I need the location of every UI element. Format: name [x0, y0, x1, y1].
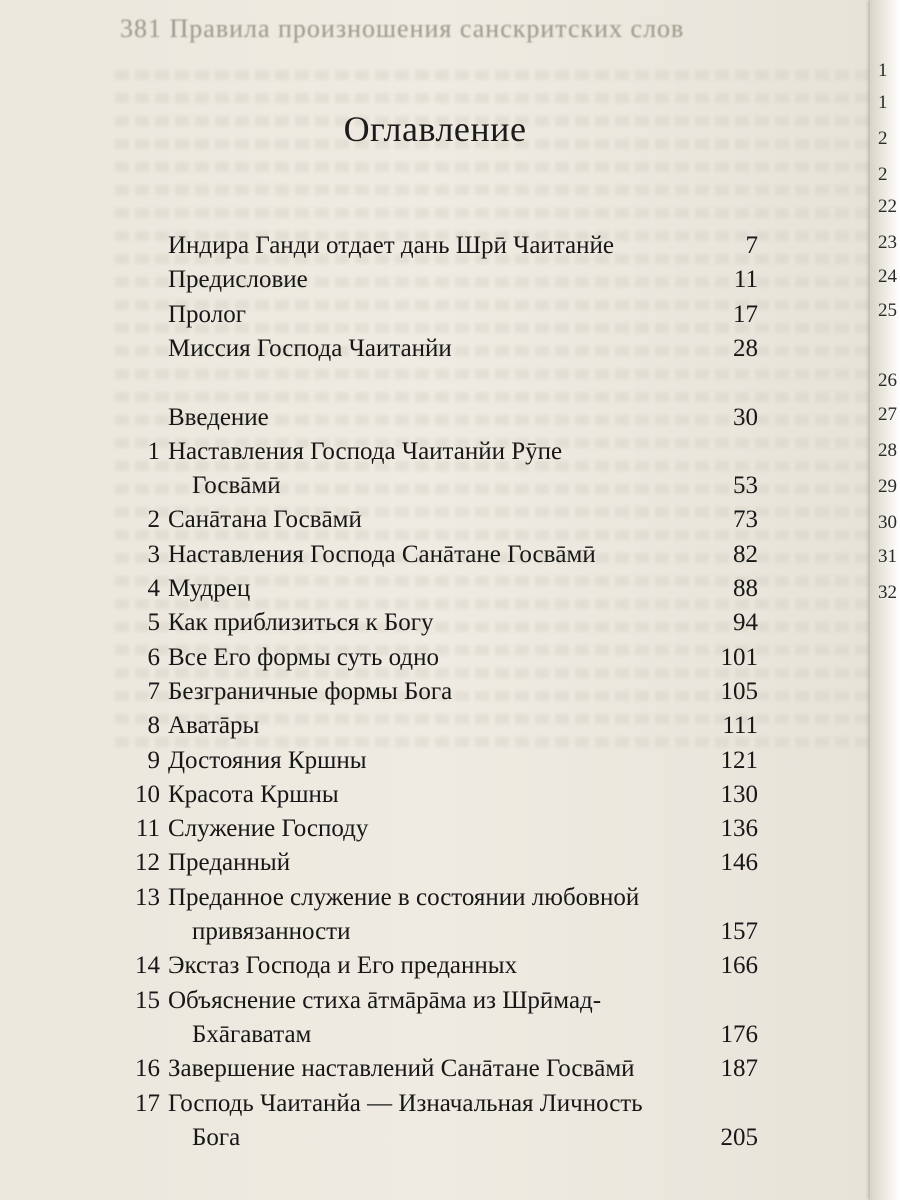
- chapter-title: Наставления Господа Чаитанйи Рӯпе: [168, 437, 563, 465]
- chapter-title: Наставления Господа Санāтане Госвāмӣ: [168, 540, 596, 568]
- page-number: 94: [733, 609, 758, 637]
- toc-entry: [0, 640, 870, 676]
- toc-entry: [0, 777, 870, 813]
- chapter-title: Служение Господу: [168, 815, 369, 843]
- chapter-title: Объяснение стиха āтмāрāма из Шрӣмад-: [168, 986, 602, 1014]
- chapter-number: 17: [135, 1089, 160, 1117]
- toc-entry: [0, 502, 870, 538]
- chapter-title: Как приблизиться к Богу: [168, 609, 434, 637]
- toc-entry: [0, 743, 870, 779]
- toc-entry: [0, 914, 870, 950]
- edge-page-number: 26: [878, 370, 897, 391]
- toc-entry: [0, 331, 870, 367]
- page-number: 105: [720, 677, 758, 705]
- toc-entry: [0, 571, 870, 607]
- edge-page-number: 2: [878, 128, 888, 149]
- page-number: 166: [720, 952, 758, 980]
- page-number: 146: [720, 849, 758, 877]
- page-number: 30: [733, 403, 758, 431]
- chapter-number: 8: [147, 712, 160, 740]
- chapter-title: Госвāмӣ: [192, 472, 281, 500]
- toc-entry: [0, 1120, 870, 1156]
- chapter-title: Достояния Кршны: [168, 746, 367, 774]
- toc-entry: [0, 400, 870, 436]
- toc-entry: [0, 262, 870, 298]
- chapter-title: Бога: [192, 1123, 241, 1151]
- bleed-line: [115, 369, 875, 379]
- chapter-title: Предисловие: [168, 266, 308, 294]
- page-number: 111: [722, 712, 758, 740]
- chapter-title: Преданный: [168, 849, 291, 877]
- bleed-line: [115, 70, 875, 80]
- chapter-title: Безграничные формы Бога: [168, 677, 453, 705]
- chapter-title: Экстаз Господа и Его преданных: [168, 952, 518, 980]
- chapter-number: 15: [135, 986, 160, 1014]
- page-number: 11: [733, 266, 758, 294]
- edge-page-number: 32: [878, 582, 897, 603]
- chapter-title: Введение: [168, 403, 269, 431]
- chapter-title: Завершение наставлений Санāтане Госвāмӣ: [168, 1055, 635, 1083]
- chapter-number: 11: [135, 815, 160, 843]
- chapter-title: Мудрец: [168, 575, 251, 602]
- edge-page-number: 2: [878, 164, 888, 185]
- chapter-number: 1: [147, 437, 160, 465]
- chapter-number: 14: [135, 952, 160, 980]
- toc-entry: [0, 1086, 870, 1122]
- chapter-title: Аватāры: [168, 712, 260, 740]
- bleed-line: [115, 162, 875, 172]
- page-number: 17: [733, 300, 758, 328]
- bleed-through-running-head: 381 Правила произношения санскритских слов: [120, 14, 685, 43]
- toc-entry: [0, 228, 870, 264]
- page-number: 176: [720, 1020, 758, 1048]
- chapter-number: 16: [135, 1055, 160, 1083]
- page-number: 73: [733, 506, 758, 534]
- chapter-title: привязанности: [192, 918, 351, 945]
- chapter-number: 12: [135, 849, 160, 877]
- toc-entry: [0, 468, 870, 504]
- edge-page-number: 24: [878, 266, 897, 287]
- page-number: 28: [733, 334, 758, 362]
- toc-entry: [0, 434, 870, 470]
- toc-entry: [0, 983, 870, 1019]
- chapter-title: Миссия Господа Чаитанйи: [168, 334, 452, 362]
- toc-entry: [0, 1017, 870, 1053]
- edge-page-number: 22: [878, 196, 897, 217]
- chapter-number: 2: [147, 506, 160, 534]
- chapter-number: 13: [135, 883, 160, 911]
- bleed-line: [115, 208, 875, 218]
- page-number: 157: [720, 918, 758, 945]
- page-number: 205: [720, 1123, 758, 1151]
- edge-page-number: 28: [878, 440, 897, 461]
- page-number: 130: [720, 780, 758, 808]
- chapter-number: 10: [135, 780, 160, 808]
- toc-entry: [0, 845, 870, 881]
- chapter-title: Пролог: [168, 300, 246, 328]
- page-number: 88: [733, 575, 758, 602]
- chapter-number: 7: [147, 677, 160, 705]
- page-number: 82: [733, 540, 758, 568]
- edge-page-number: 30: [878, 512, 897, 533]
- chapter-number: 3: [147, 540, 160, 568]
- chapter-number: 9: [147, 746, 160, 774]
- edge-page-number: 31: [878, 546, 897, 567]
- chapter-title: Бхāгаватам: [192, 1020, 312, 1048]
- toc-entry: [0, 1051, 870, 1087]
- edge-page-number: 1: [878, 60, 888, 81]
- toc-entry: [0, 605, 870, 641]
- chapter-title: Господь Чаитанйа — Изначальная Личность: [168, 1089, 643, 1117]
- chapter-title: Красота Кршны: [168, 780, 339, 808]
- chapter-title: Преданное служение в состоянии любовной: [168, 883, 640, 911]
- edge-page-number: 23: [878, 232, 897, 253]
- chapter-title: Индира Ганди отдает дань Шрӣ Чаитанйе: [168, 232, 614, 259]
- edge-page-number: 27: [878, 404, 897, 425]
- page-number: 121: [720, 746, 758, 774]
- page-number: 7: [745, 232, 758, 259]
- toc-entry: [0, 948, 870, 984]
- bleed-line: [115, 185, 875, 195]
- toc-entry: [0, 880, 870, 916]
- chapter-number: 6: [147, 643, 160, 671]
- page-number: 101: [720, 643, 758, 671]
- chapter-number: 5: [147, 609, 160, 637]
- toc-entry: [0, 537, 870, 573]
- chapter-number: 4: [147, 575, 160, 602]
- page-number: 53: [733, 472, 758, 500]
- toc-entry: [0, 674, 870, 710]
- chapter-title: Санāтана Госвāмӣ: [168, 506, 362, 534]
- toc-entry: [0, 811, 870, 847]
- page-title: Оглавление: [343, 109, 527, 149]
- page-number: 136: [720, 815, 758, 843]
- edge-page-number: 29: [878, 476, 897, 497]
- bleed-line: [115, 93, 875, 103]
- page-number: 187: [720, 1055, 758, 1083]
- toc-entry: [0, 708, 870, 744]
- toc-entry: [0, 297, 870, 333]
- chapter-title: Все Его формы суть одно: [168, 643, 439, 671]
- edge-page-number: 1: [878, 92, 888, 113]
- edge-page-number: 25: [878, 300, 897, 321]
